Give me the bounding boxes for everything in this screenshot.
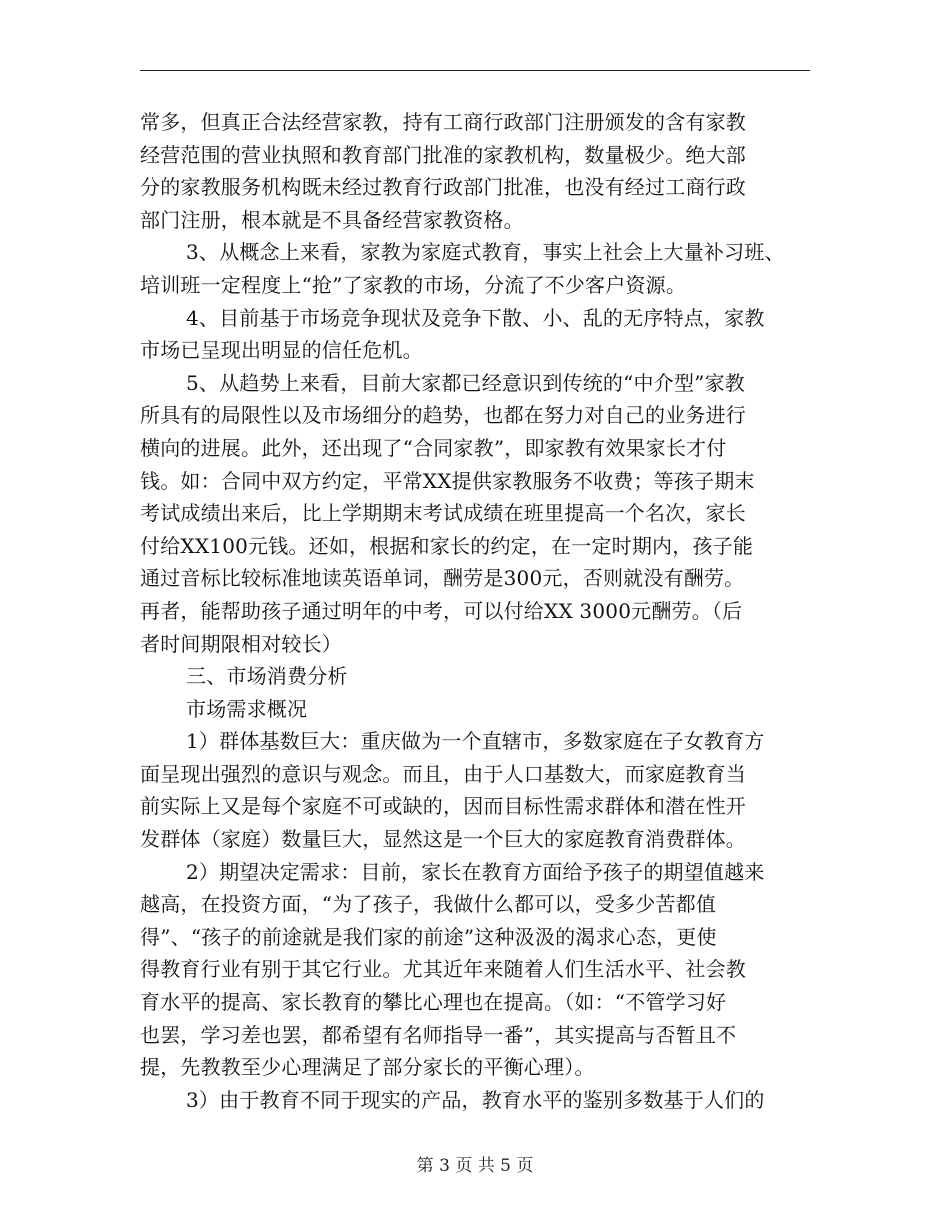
text-line: 得教育行业有别于其它行业。尤其近年来随着人们生活水平、社会教 (140, 957, 746, 982)
text-line: 培训班一定程度上“抢”了家教的市场，分流了不少客户资源。 (140, 272, 687, 297)
text-line: 前实际上又是每个家庭不可或缺的，因而目标性需求群体和潜在性开 (140, 794, 746, 819)
text-line: 发群体（家庭）数量巨大，显然这是一个巨大的家庭教育消费群体。 (140, 827, 746, 852)
text-line: 育水平的提高、家长教育的攀比心理也在提高。（如：“不管学习好 (140, 990, 727, 1015)
text-line: 市场已呈现出明显的信任危机。 (140, 338, 423, 363)
text-line: 横向的进展。此外，还出现了“合同家教”，即家教有效果家长才付 (140, 435, 727, 460)
body-text (140, 106, 825, 1116)
text-line: 经营范围的营业执照和教育部门批准的家教机构，数量极少。绝大部 (140, 142, 746, 167)
header-rule (140, 70, 810, 71)
text-line: 部门注册，根本就是不具备经营家教资格。 (140, 207, 524, 232)
text-line: 考试成绩出来后，比上学期期末考试成绩在班里提高一个名次，家长 (140, 501, 746, 526)
text-line: 再者，能帮助孩子通过明年的中考，可以付给XX 3000元酬劳。（后 (140, 598, 743, 623)
text-line: 通过音标比较标准地读英语单词，酬劳是300元，否则就没有酬劳。 (140, 566, 745, 591)
page-footer: 第 3 页 共 5 页 (416, 1156, 534, 1176)
text-line: 提，先教教至少心理满足了部分家长的平衡心理）。 (140, 1055, 595, 1080)
text-line: 4、目前基于市场竞争现状及竞争下散、小、乱的无序特点，家教 (186, 305, 765, 330)
text-line: 面呈现出强烈的意识与观念。而且，由于人口基数大，而家庭教育当 (140, 761, 746, 786)
text-line: 1）群体基数巨大：重庆做为一个直辖市，多数家庭在子女教育方 (186, 729, 765, 754)
text-line: 3、从概念上来看，家教为家庭式教育，事实上社会上大量补习班、 (186, 240, 785, 265)
text-line: 分的家教服务机构既未经过教育行政部门批准，也没有经过工商行政 (140, 175, 746, 200)
text-line: 5、从趋势上来看，目前大家都已经意识到传统的“中介型”家教 (186, 370, 745, 395)
text-line: 越高，在投资方面，“为了孩子，我做什么都可以，受多少苦都值 (140, 892, 717, 917)
text-line: 得”、“孩子的前途就是我们家的前途”这种汲汲的渴求心态，更使 (140, 924, 717, 949)
text-line: 付给XX100元钱。还如，根据和家长的约定，在一定时期内，孩子能 (140, 533, 754, 558)
text-line: 三、市场消费分析 (186, 664, 348, 689)
text-line: 市场需求概况 (186, 696, 308, 721)
text-line: 常多，但真正合法经营家教，持有工商行政部门注册颁发的含有家教 (140, 110, 746, 134)
text-line: 所具有的局限性以及市场细分的趋势，也都在努力对自己的业务进行 (140, 403, 746, 428)
text-line: 3）由于教育不同于现实的产品，教育水平的鉴别多数基于人们的 (186, 1087, 765, 1112)
text-line: 也罢，学习差也罢，都希望有名师指导一番”，其实提高与否暂且不 (140, 1022, 737, 1047)
text-line: 钱。如：合同中双方约定，平常XX提供家教服务不收费；等孩子期末 (140, 468, 755, 493)
text-line: 者时间期限相对较长） (140, 631, 342, 656)
text-line: 2）期望决定需求：目前，家长在教育方面给予孩子的期望值越来 (186, 859, 765, 884)
